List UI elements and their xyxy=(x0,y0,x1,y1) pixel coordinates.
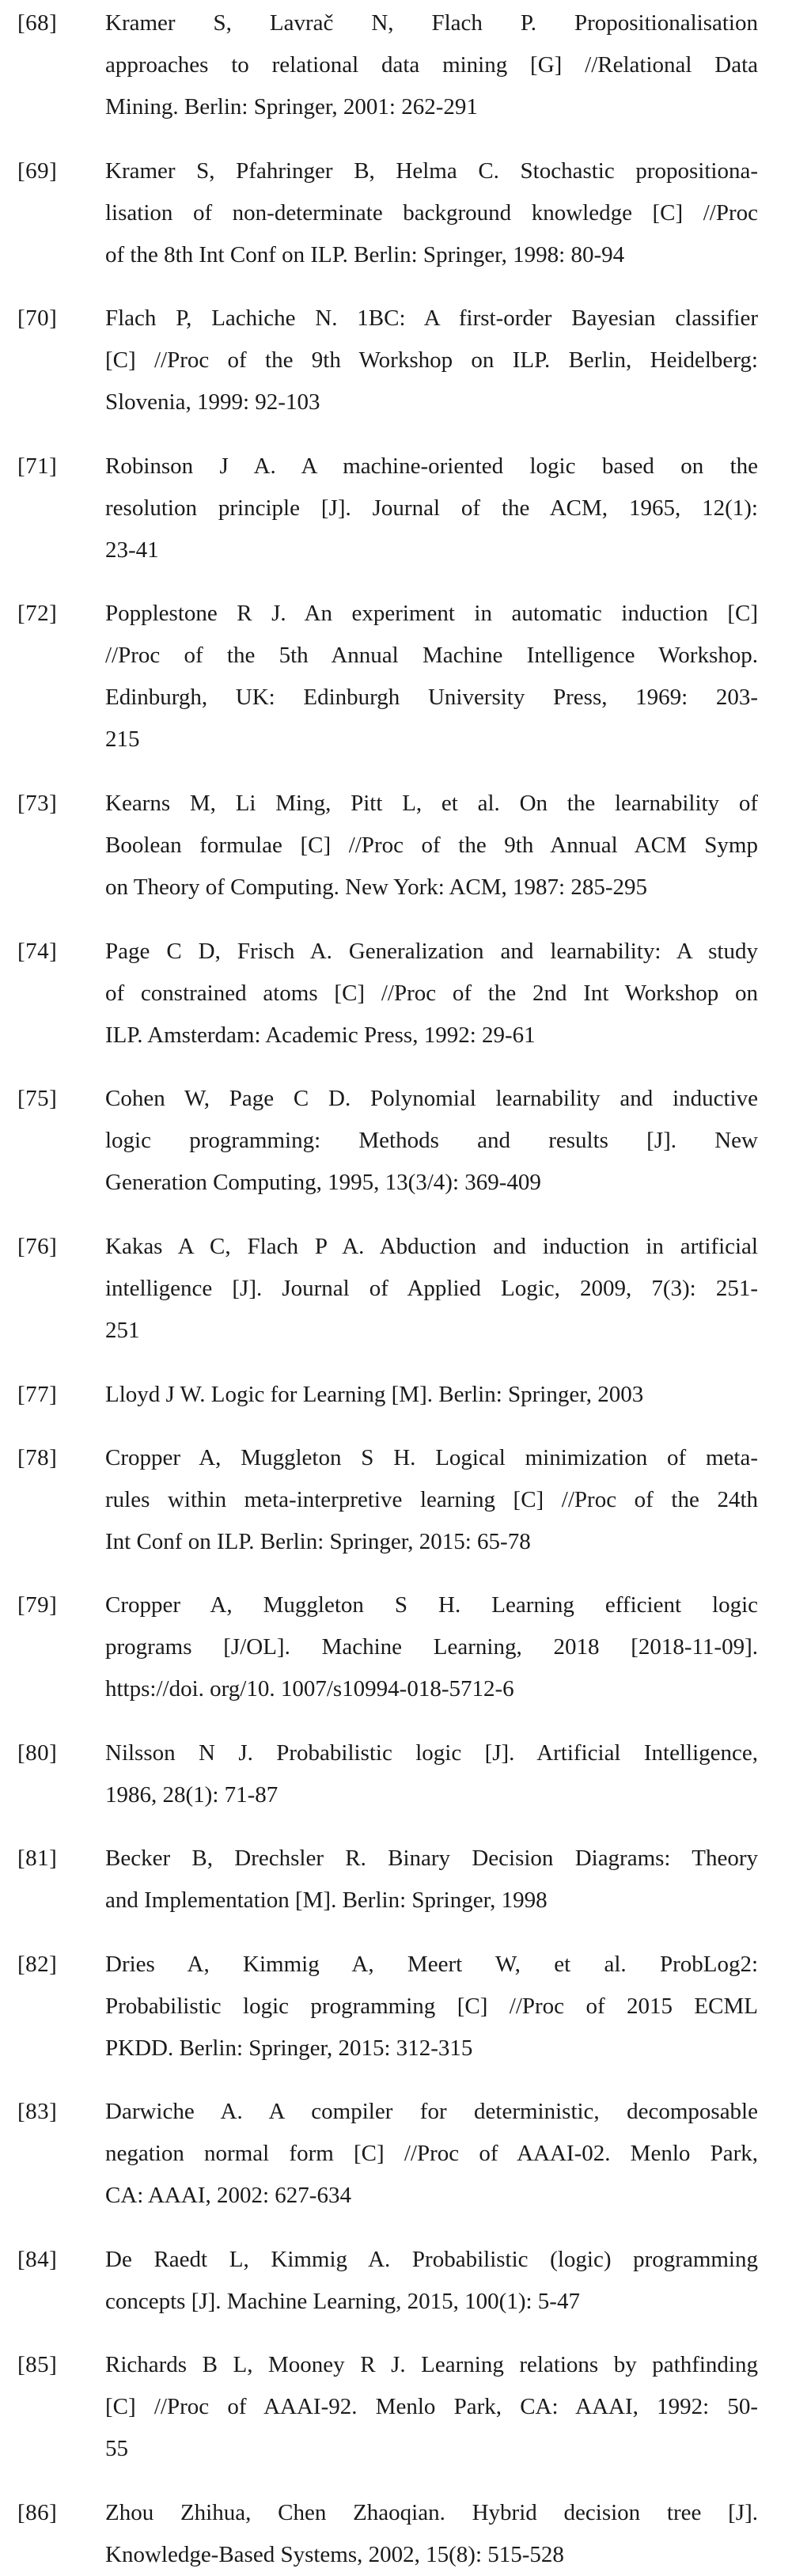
reference-line: resolution principle [J]. Journal of the ACM, 1965, 12(1): xyxy=(105,495,758,521)
reference-number: [77] xyxy=(17,1381,58,1407)
reference-line: Boolean formulae [C] //Proc of the 9th Annual ACM Symp xyxy=(105,833,758,859)
reference-line: Kramer S, Pfahringer B, Helma C. Stochastic propositiona- xyxy=(105,157,758,184)
reference-line: Dries A, Kimmig A, Meert W, et al. ProbLog2: xyxy=(105,1951,758,1977)
reference-line: Int Conf on ILP. Berlin: Springer, 2015: 65-78 xyxy=(105,1528,531,1554)
reference-number: [79] xyxy=(17,1592,58,1618)
reference-number: [69] xyxy=(17,157,58,184)
reference-line: Probabilistic logic programming [C] //Proc of 2015 ECML xyxy=(105,1993,758,2019)
reference-line: concepts [J]. Machine Learning, 2015, 100(1): 5-47 xyxy=(105,2289,580,2314)
reference-line: [C] //Proc of AAAI-92. Menlo Park, CA: AAAI, 1992: 50- xyxy=(105,2394,758,2420)
reference-line: Lloyd J W. Logic for Learning [M]. Berlin: Springer, 2003 xyxy=(105,1381,644,1407)
reference-line: Kearns M, Li Ming, Pitt L, et al. On the learnability of xyxy=(105,791,758,817)
reference-text xyxy=(105,1437,758,1563)
reference-text xyxy=(105,2091,758,2217)
reference-text xyxy=(105,1078,758,1204)
reference-line: 23-41 xyxy=(105,537,159,563)
reference-line: Richards B L, Mooney R J. Learning relations by pathfinding xyxy=(105,2352,758,2378)
reference-line: Flach P, Lachiche N. 1BC: A first-order Bayesian classifier xyxy=(105,305,758,332)
reference-line: Nilsson N J. Probabilistic logic [J]. Artificial Intelligence, xyxy=(105,1740,758,1766)
reference-line: programs [J/OL]. Machine Learning, 2018 [2018-11-09]. xyxy=(105,1634,758,1660)
reference-text xyxy=(105,298,758,423)
reference-line: Darwiche A. A compiler for deterministic, decomposable xyxy=(105,2099,758,2125)
reference-line: of the 8th Int Conf on ILP. Berlin: Springer, 1998: 80-94 xyxy=(105,241,625,267)
reference-number: [70] xyxy=(17,305,58,332)
reference-text xyxy=(105,931,758,1057)
reference-line: De Raedt L, Kimmig A. Probabilistic (logic) programming xyxy=(105,2247,758,2272)
reference-number: [84] xyxy=(17,2247,58,2272)
reference-line: Edinburgh, UK: Edinburgh University Press, 1969: 203- xyxy=(105,685,758,711)
reference-number: [83] xyxy=(17,2099,58,2125)
reference-line: Cohen W, Page C D. Polynomial learnability and inductive xyxy=(105,1086,758,1112)
reference-line: rules within meta-interpretive learning [C] //Proc of the 24th xyxy=(105,1486,758,1512)
reference-number: [74] xyxy=(17,938,58,964)
reference-number: [86] xyxy=(17,2500,58,2525)
reference-number: [75] xyxy=(17,1086,58,1112)
reference-text xyxy=(105,1584,758,1710)
reference-line: logic programming: Methods and results [J]. New xyxy=(105,1128,758,1154)
reference-line: of constrained atoms [C] //Proc of the 2nd Int Workshop on xyxy=(105,980,758,1006)
reference-line: Mining. Berlin: Springer, 2001: 262-291 xyxy=(105,94,478,120)
reference-line: lisation of non-determinate background knowledge [C] //Proc xyxy=(105,199,758,226)
reference-number: [80] xyxy=(17,1740,58,1766)
reference-line: on Theory of Computing. New York: ACM, 1987: 285-295 xyxy=(105,874,648,901)
reference-number: [82] xyxy=(17,1951,58,1977)
reference-line: [C] //Proc of the 9th Workshop on ILP. Berlin, Heidelberg: xyxy=(105,347,758,374)
reference-line: https://doi. org/10. 1007/s10994-018-5712-6 xyxy=(105,1676,514,1702)
reference-text xyxy=(105,2344,758,2470)
reference-number: [71] xyxy=(17,453,58,479)
reference-text xyxy=(105,1374,758,1416)
reference-line: Page C D, Frisch A. Generalization and learnability: A study xyxy=(105,938,758,964)
reference-line: 1986, 28(1): 71-87 xyxy=(105,1782,279,1808)
reference-line: Robinson J A. A machine-oriented logic based on the xyxy=(105,453,758,479)
reference-text xyxy=(105,2,758,128)
reference-line: Zhou Zhihua, Chen Zhaoqian. Hybrid decision tree [J]. xyxy=(105,2500,758,2525)
reference-line: Slovenia, 1999: 92-103 xyxy=(105,389,320,415)
reference-text xyxy=(105,446,758,571)
reference-line: Cropper A, Muggleton S H. Learning efficient logic xyxy=(105,1592,758,1618)
reference-line: Becker B, Drechsler R. Binary Decision Diagrams: Theory xyxy=(105,1846,758,1872)
reference-line: //Proc of the 5th Annual Machine Intelligence Workshop. xyxy=(105,643,758,669)
reference-line: ILP. Amsterdam: Academic Press, 1992: 29-61 xyxy=(105,1022,536,1048)
reference-line: PKDD. Berlin: Springer, 2015: 312-315 xyxy=(105,2035,473,2061)
reference-line: 251 xyxy=(105,1318,140,1343)
reference-text xyxy=(105,593,758,761)
reference-number: [85] xyxy=(17,2352,58,2378)
reference-line: Cropper A, Muggleton S H. Logical minimization of meta- xyxy=(105,1444,758,1470)
reference-text xyxy=(105,783,758,909)
reference-line: negation normal form [C] //Proc of AAAI-02. Menlo Park, xyxy=(105,2141,758,2167)
reference-line: and Implementation [M]. Berlin: Springer, 1998 xyxy=(105,1887,548,1914)
reference-number: [72] xyxy=(17,601,58,627)
reference-line: 55 xyxy=(105,2436,128,2462)
reference-text xyxy=(105,150,758,276)
reference-line: Kramer S, Lavrač N, Flach P. Propositionalisation xyxy=(105,10,758,36)
reference-line: Kakas A C, Flach P A. Abduction and induction in artificial xyxy=(105,1234,758,1259)
reference-line: intelligence [J]. Journal of Applied Logic, 2009, 7(3): 251- xyxy=(105,1276,758,1301)
reference-number: [81] xyxy=(17,1846,58,1872)
reference-text xyxy=(105,1732,758,1816)
reference-number: [73] xyxy=(17,791,58,817)
reference-text xyxy=(105,1838,758,1922)
reference-text xyxy=(105,1944,758,2070)
reference-line: Popplestone R J. An experiment in automatic induction [C] xyxy=(105,601,758,627)
reference-number: [76] xyxy=(17,1234,58,1259)
reference-text xyxy=(105,1226,758,1352)
reference-line: Generation Computing, 1995, 13(3/4): 369-409 xyxy=(105,1170,541,1196)
reference-text xyxy=(105,2492,758,2576)
reference-number: [68] xyxy=(17,10,58,36)
reference-line: approaches to relational data mining [G] //Relational Data xyxy=(105,52,758,78)
reference-line: CA: AAAI, 2002: 627-634 xyxy=(105,2183,351,2209)
reference-line: 215 xyxy=(105,727,140,753)
reference-number: [78] xyxy=(17,1444,58,1470)
reference-line: Knowledge-Based Systems, 2002, 15(8): 515-528 xyxy=(105,2542,564,2567)
reference-text xyxy=(105,2239,758,2323)
